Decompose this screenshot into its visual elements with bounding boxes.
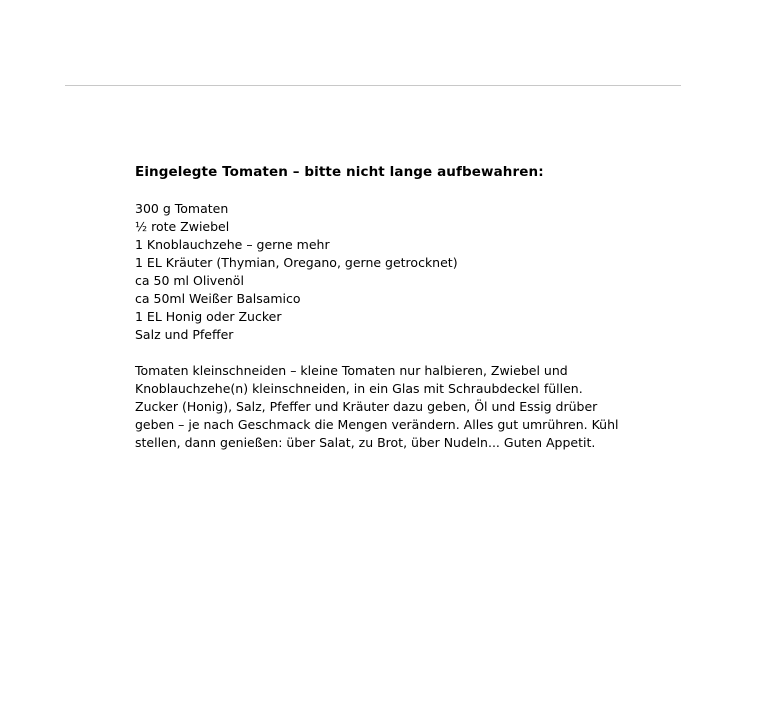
ingredient-item: 1 Knoblauchzehe – gerne mehr [135, 237, 330, 252]
recipe-document [135, 162, 655, 452]
method-paragraph [135, 362, 655, 452]
ingredient-item: 1 EL Kräuter (Thymian, Oregano, gerne getrocknet) [135, 255, 458, 270]
method-line: Tomaten kleinschneiden – kleine Tomaten nur halbieren, Zwiebel und [135, 363, 568, 378]
ingredient-list [135, 200, 655, 344]
recipe-title: Eingelegte Tomaten – bitte nicht lange aufbewahren: [135, 164, 544, 180]
method-line: Zucker (Honig), Salz, Pfeffer und Kräuter dazu geben, Öl und Essig drüber [135, 399, 598, 414]
ingredient-item: ca 50 ml Olivenöl [135, 273, 244, 288]
ingredient-item: 300 g Tomaten [135, 201, 229, 216]
ingredient-item: ½ rote Zwiebel [135, 219, 230, 234]
top-divider [65, 85, 681, 86]
ingredient-item: 1 EL Honig oder Zucker [135, 309, 282, 324]
method-line: geben – je nach Geschmack die Mengen verändern. Alles gut umrühren. Kühl [135, 417, 619, 432]
ingredient-item: ca 50ml Weißer Balsamico [135, 291, 301, 306]
method-line: Knoblauchzehe(n) kleinschneiden, in ein Glas mit Schraubdeckel füllen. [135, 381, 583, 396]
ingredient-item: Salz und Pfeffer [135, 327, 234, 342]
method-line: stellen, dann genießen: über Salat, zu Brot, über Nudeln... Guten Appetit. [135, 435, 596, 450]
